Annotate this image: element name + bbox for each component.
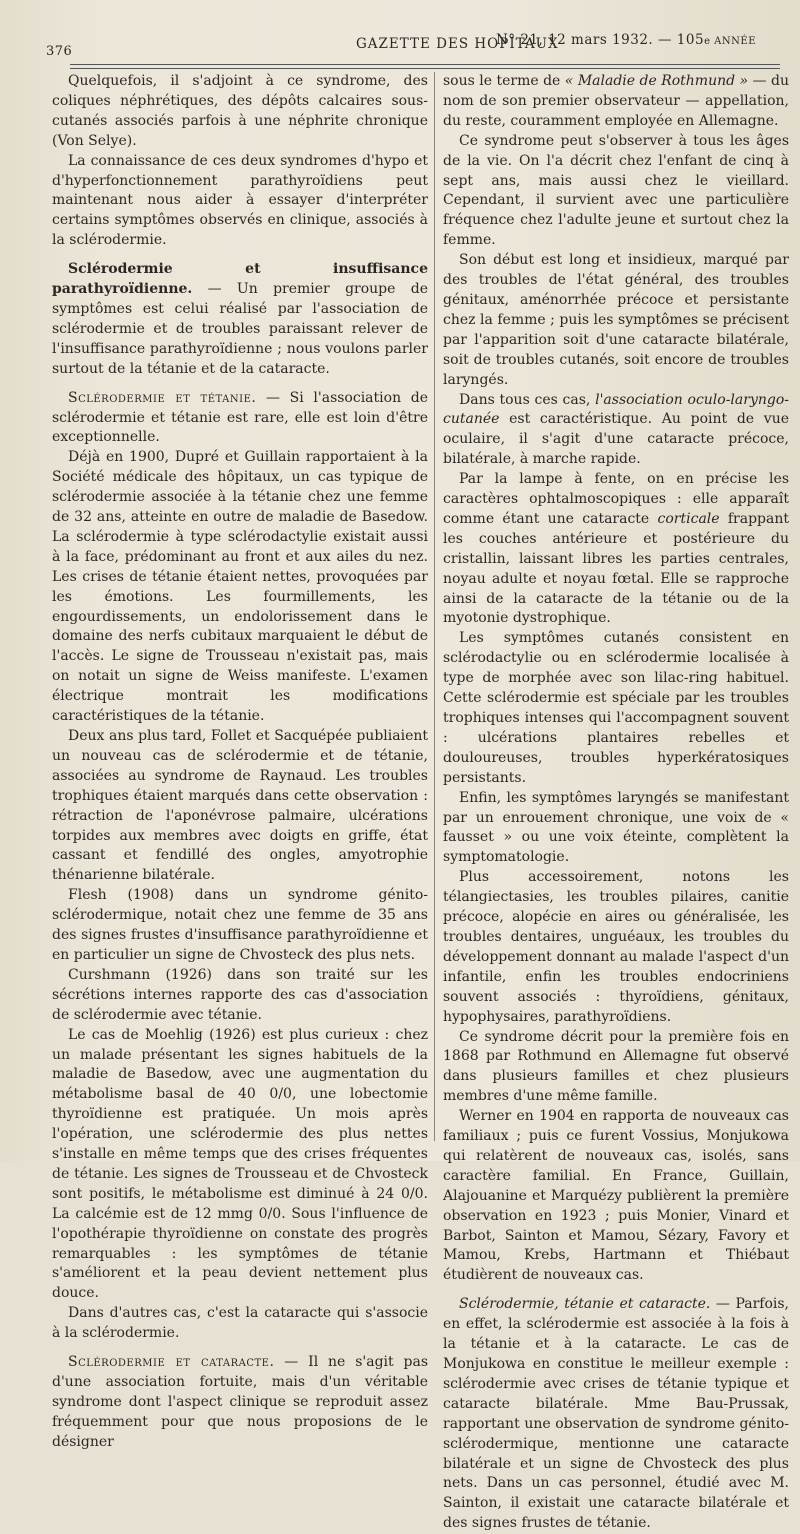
paragraph: Werner en 1904 en rapporta de nouveaux cas familiaux ; puis ce furent Vossius, Monjukowa qui relatèrent de nouveaux cas, isolés, sans caractère familial. En France, Guillain, Alajouanine et Marquézy publièrent la première observation en 1923 ; puis Monier, Vinard et Barbot, Sainton et Mamou, Sézary, Favory et Mamou, Krebs, Hartmann et Thiébaut étudièrent de nouveaux cas. [443,1108,789,1284]
paragraph: Enfin, les symptômes laryngés se manifestant par un enrouement chronique, une voix de « fausset » ou une voix éteinte, complètent la symptomatologie. [443,789,789,866]
text-run: sous le terme de [443,73,565,89]
text-run: Dans tous ces cas, [459,391,596,408]
paragraph: Deux ans plus tard, Follet et Sacquépée publiaient un nouveau cas de sclérodermie et de tétanie, associées au syndrome de Raynaud. Les troubles trophiques étaient marqués dans cette observation : rétraction de l'aponévrose palmaire, ulcérations torpides aux membres avec doigts en griffe, état cassant et fendillé des ongles, amyotrophie thénarienne bilatérale. [52,728,428,884]
paragraph: Flesh (1908) dans un syndrome génito-sclérodermique, notait chez une femme de 35 ans des signes frustes d'insuffisance parathyroïdienne et en particulier un signe de Chvosteck des plus nets. [52,887,428,963]
paragraph [443,470,789,629]
paragraph: Déjà en 1900, Dupré et Guillain rapportaient à la Société médicale des hôpitaux, un cas typique de sclérodermie associée à la tétanie chez une femme de 32 ans, atteinte en outre de maladie de Basedow. La sclérodermie à type sclérodactylie existait aussi à la face, prédominant au front et aux ailes du nez. Les crises de tétanie étaient nettes, provoquées par les émotions. Les fourmillements, les engourdissements, un endolorissement dans le domaine des nerfs cubitaux marquaient le début de l'accès. Le signe de Trousseau n'existait pas, mais on notait un signe de Weiss manifeste. L'examen électrique montrait les modifications caractéristiques de la tétanie. [52,449,428,725]
paragraph: Les symptômes cutanés consistent en sclérodactylie ou en sclérodermie localisée à type de morphée avec son lilac-ring habituel. Cette sclérodermie est spéciale par les troubles trophiques intenses qui l'accompagnent souvent : ulcérations plantaires rebelles et douloureuses, troubles hyperkératosiques persistants. [443,630,789,786]
column-divider [434,72,435,1141]
paragraph: Quelquefois, il s'adjoint à ce syndrome, des coliques néphrétiques, des dépôts calcaires sous-cutanés associés parfois à une néphrite chronique (Von Selye). [52,73,428,149]
paragraph: La connaissance de ces deux syndromes d'hypo et d'hyperfonctionnement parathyroïdiens peut maintenant nous aider à essayer d'interpréter certains symptômes observés en clinique, associés à la sclérodermie. [52,152,428,249]
journal-title: GAZETTE DES HOPITAUX [356,36,559,52]
section-heading: Sclérodermie, tétanie et cataracte. [459,1296,711,1313]
paragraph: Dans d'autres cas, c'est la cataracte qui s'associe à la sclérodermie. [52,1305,428,1342]
emphasis: « Maladie de Rothmund » [564,73,749,89]
section-paragraph [52,260,428,379]
section-text: — Parfois, en effet, la sclérodermie est associée à la fois à la tétanie et à la cataracte. Le cas de Monjukowa en constitue le meilleur exemple : sclérodermie avec crises de tétanie typique et cataracte bilatérale. Mme Bau-Prussak, rapportant une observation de syndrome génito-sclérodermique, mentionne une cataracte bilatérale et un signe de Chvosteck des plus nets. Dans un cas personnel, étudié avec M. Sainton, il existait une cataracte bilatérale et des signes frustes de tétanie. [443,1296,789,1532]
header-rule [70,64,780,69]
section-heading: Sclérodermie et cataracte. [68,1354,275,1371]
paragraph: Ce syndrome décrit pour la première fois en 1868 par Rothmund en Allemagne fut observé dans plusieurs familles et chez plusieurs membres d'une même famille. [443,1028,789,1105]
text-run: Par la lampe à fente, on en précise les caractères ophtalmoscopiques : elle apparaît comme étant une cataracte [443,471,789,527]
paragraph: Curshmann (1926) dans son traité sur les sécrétions internes rapporte des cas d'association de sclérodermie avec tétanie. [52,966,428,1023]
text-run: frappant les couches antérieure et postérieure du cristallin, laissant libres les parties centrales, noyau adulte et noyau fœtal. Elle se rapproche ainsi de la cataracte de la tétanie ou de la myotonie dystrophique. [443,510,789,627]
section-heading: Sclérodermie et tétanie. [68,389,257,406]
section-paragraph [52,389,428,449]
paragraph: Son début est long et insidieux, marqué par des troubles de l'état général, des troubles génitaux, aménorrhée précoce et persistante chez la femme ; puis les symptômes se précisent par l'apparition soit d'une cataracte bilatérale, soit de troubles cutanés, soit encore de troubles laryngés. [443,252,789,388]
text-run: — du nom de son premier observateur — appellation, du reste, couramment employée en Allemagne. [443,73,789,129]
issue-info-text: N° 21, 12 mars 1932. — 105 [495,32,705,48]
section-paragraph [52,1353,428,1453]
paragraph: Plus accessoirement, notons les télangiectasies, les troubles pilaires, canitie précoce, alopécie en aires ou généralisée, les troubles dentaires, unguéaux, les troubles du développement donnant au malade l'aspect d'un infantile, enfin les troubles endocriniens souvent associés : thyroïdiens, génitaux, hypophysaires, parathyroïdiens. [443,869,789,1025]
section-text: — Si l'association de sclérodermie et tétanie est rare, elle est loin d'être exceptionnelle. [52,389,428,446]
paragraph [443,72,789,132]
paragraph [443,391,789,471]
emphasis: corticale [657,510,720,527]
section-text: — Un premier groupe de symptômes est celui réalisé par l'association de sclérodermie et de troubles paraissant relever de l'insuffisance parathyroïdienne ; nous voulons parler surtout de la tétanie et de la cataracte. [52,281,428,377]
paragraph: Le cas de Moehlig (1926) est plus curieux : chez un malade présentant les signes habituels de la maladie de Basedow, avec une augmentation du métabolisme basal de 40 0/0, une lobectomie thyroïdienne est pratiquée. Un mois après l'opération, une sclérodermie des plus nettes s'installe en même temps que des crises fréquentes de tétanie. Les signes de Trousseau et de Chvosteck sont positifs, le métabolisme est diminué à 24 0/0. La calcémie est de 12 mmg 0/0. Sous l'influence de l'opothérapie thyroïdienne on constate des progrès remarquables : les symptômes de tétanie s'améliorent et la peau devient nettement plus douce. [52,1026,428,1302]
issue-info [496,32,756,48]
issue-year-suffix: e ANNÉE [704,36,756,47]
section-heading: Sclérodermie et insuffisance parathyroïdienne. [52,261,428,298]
section-text: — Il ne s'agit pas d'une association fortuite, mais d'un véritable syndrome dont l'aspect clinique se reproduit assez fréquemment pour que nous proposions de le désigner [52,1354,429,1450]
page-header [46,28,786,58]
left-column [52,72,428,1453]
text-run: est caractéristique. Au point de vue oculaire, il s'agit d'une cataracte précoce, bilatérale, à marche rapide. [443,411,789,468]
emphasis: l'association oculo-laryngo-cutanée [443,391,789,428]
paragraph: Ce syndrome peut s'observer à tous les âges de la vie. On l'a décrit chez l'enfant de cinq à sept ans, mais aussi chez le vieillard. Cependant, il survient avec une particulière fréquence chez l'adulte jeune et surtout chez la femme. [443,132,789,249]
section-paragraph [443,1295,789,1534]
right-column [443,72,789,1534]
page-number: 376 [46,44,73,59]
